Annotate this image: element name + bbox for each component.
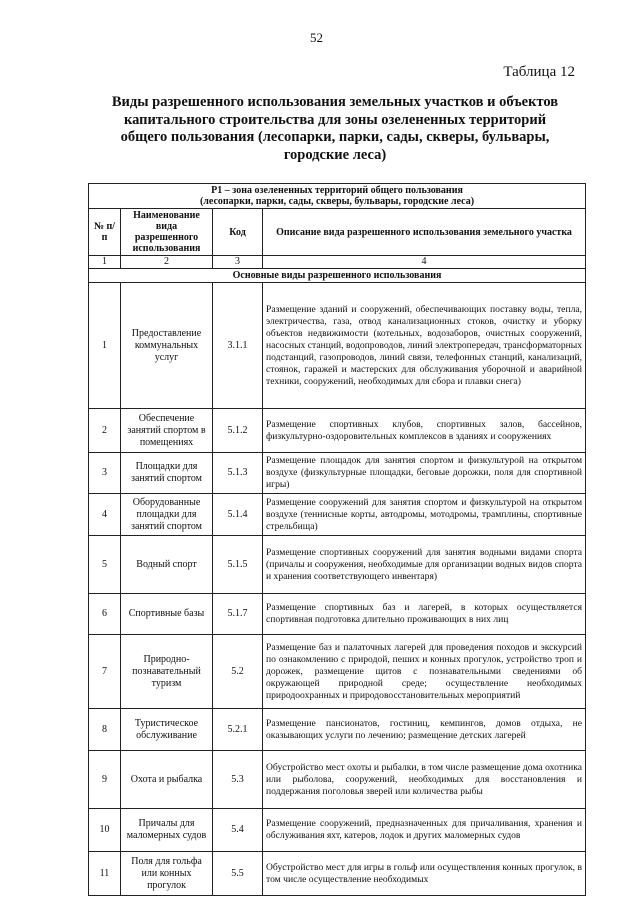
use-code: 5.4 (213, 809, 263, 852)
row-number: 3 (89, 453, 121, 494)
use-description: Размещение спортивных клубов, спортивных залов, бассейнов, физкультурно-оздоровительных комплексов в зданиях и сооружениях (263, 409, 586, 453)
header-name: Наименование вида разрешенного использования (121, 209, 213, 256)
table-label: Таблица 12 (503, 64, 575, 80)
use-description: Обустройство мест охоты и рыбалки, в том числе размещение дома охотника или рыболова, сооружений, необходимых для восстановления и поддержания поголовья зверей или количества рыбы (263, 751, 586, 809)
use-code: 5.1.7 (213, 594, 263, 635)
use-code: 5.5 (213, 852, 263, 896)
row-number: 11 (89, 852, 121, 896)
table-row (89, 409, 586, 453)
use-description: Размещение спортивных сооружений для занятия водными видами спорта (причалы и сооружения, необходимые для организации водных видов спорта и хранения соответствующего инвентаря) (263, 536, 586, 594)
use-description: Размещение сооружений, предназначенных для причаливания, хранения и обслуживания яхт, катеров, лодок и других маломерных судов (263, 809, 586, 852)
use-name: Спортивные базы (121, 594, 213, 635)
table-row (89, 283, 586, 409)
header-code: Код (213, 209, 263, 256)
use-code: 5.2.1 (213, 709, 263, 751)
column-index: 1 (89, 256, 121, 269)
use-description: Размещение спортивных баз и лагерей, в которых осуществляется спортивная подготовка длительно проживающих в них лиц (263, 594, 586, 635)
row-number: 7 (89, 635, 121, 709)
use-name: Туристическое обслуживание (121, 709, 213, 751)
zone-title-line2: (лесопарки, парки, сады, скверы, бульвары, городские леса) (199, 196, 475, 207)
table-row (89, 635, 586, 709)
use-code: 3.1.1 (213, 283, 263, 409)
use-name: Поля для гольфа или конных прогулок (121, 852, 213, 896)
row-number: 9 (89, 751, 121, 809)
use-description: Обустройство мест для игры в гольф или осуществления конных прогулок, в том числе осуществление необходимых (263, 852, 586, 896)
use-code: 5.1.4 (213, 494, 263, 536)
table-row (89, 453, 586, 494)
table-row (89, 536, 586, 594)
table-row (89, 709, 586, 751)
document-title (85, 94, 585, 164)
use-code: 5.1.5 (213, 536, 263, 594)
zone-title (89, 184, 586, 209)
column-index: 3 (213, 256, 263, 269)
title-line: капитального строительства для зоны озелененных территорий (123, 111, 547, 128)
row-number: 4 (89, 494, 121, 536)
row-number: 2 (89, 409, 121, 453)
use-description: Размещение площадок для занятия спортом и физкультурой на открытом воздухе (физкультурные площадки, беговые дорожки, поля для спортивной игры) (263, 453, 586, 494)
header-num: № п/п (89, 209, 121, 256)
use-name: Причалы для маломерных судов (121, 809, 213, 852)
use-code: 5.3 (213, 751, 263, 809)
column-index: 4 (263, 256, 586, 269)
use-name: Предоставление коммунальных услуг (121, 283, 213, 409)
table-row (89, 852, 586, 896)
row-number: 1 (89, 283, 121, 409)
row-number: 6 (89, 594, 121, 635)
row-number: 8 (89, 709, 121, 751)
table-row (89, 809, 586, 852)
use-name: Природно-познавательный туризм (121, 635, 213, 709)
permitted-use-table (88, 183, 586, 896)
use-description: Размещение баз и палаточных лагерей для проведения походов и экскурсий по ознакомлению с природой, пеших и конных прогулок, устройство троп и дорожек, размещение щитов с познавательными сведениями об окружающей природной среде; осуществление необходимых природоохранных и природовосстановительных мероприятий (263, 635, 586, 709)
table-row (89, 751, 586, 809)
section-header: Основные виды разрешенного использования (89, 269, 586, 283)
table-row (89, 594, 586, 635)
table-row (89, 494, 586, 536)
use-description: Размещение сооружений для занятия спортом и физкультурой на открытом воздухе (теннисные корты, автодромы, мотодромы, трамплины, спортивные стрельбища) (263, 494, 586, 536)
use-code: 5.1.2 (213, 409, 263, 453)
row-number: 10 (89, 809, 121, 852)
use-description: Размещение пансионатов, гостиниц, кемпингов, домов отдыха, не оказывающих услуги по лечению; размещение детских лагерей (263, 709, 586, 751)
use-name: Оборудованные площадки для занятий спортом (121, 494, 213, 536)
column-index: 2 (121, 256, 213, 269)
use-description: Размещение зданий и сооружений, обеспечивающих поставку воды, тепла, электричества, газа, отвод канализационных стоков, очистку и уборку объектов недвижимости (котельных, водозаборов, очистных сооружений, насосных станций, водопроводов, линий электропередач, трансформаторных подстанций, газопроводов, линий связи, телефонных станций, канализаций, стоянок, гаражей и мастерских для обслуживания уборочной и аварийной техники, сооружений, необходимых для сбора и плавки снега) (263, 283, 586, 409)
use-name: Площадки для занятий спортом (121, 453, 213, 494)
zone-title-line1: Р1 – зона озелененных территорий общего пользования (211, 185, 463, 196)
use-code: 5.1.3 (213, 453, 263, 494)
title-line: общего пользования (лесопарки, парки, сады, скверы, бульвары, (120, 129, 550, 145)
use-name: Обеспечение занятий спортом в помещениях (121, 409, 213, 453)
use-name: Водный спорт (121, 536, 213, 594)
header-description: Описание вида разрешенного использования земельного участка (263, 209, 586, 256)
use-code: 5.2 (213, 635, 263, 709)
title-line: городские леса) (283, 146, 387, 163)
title-line: Виды разрешенного использования земельных участков и объектов (111, 94, 559, 110)
use-name: Охота и рыбалка (121, 751, 213, 809)
page-number: 52 (310, 30, 323, 45)
row-number: 5 (89, 536, 121, 594)
